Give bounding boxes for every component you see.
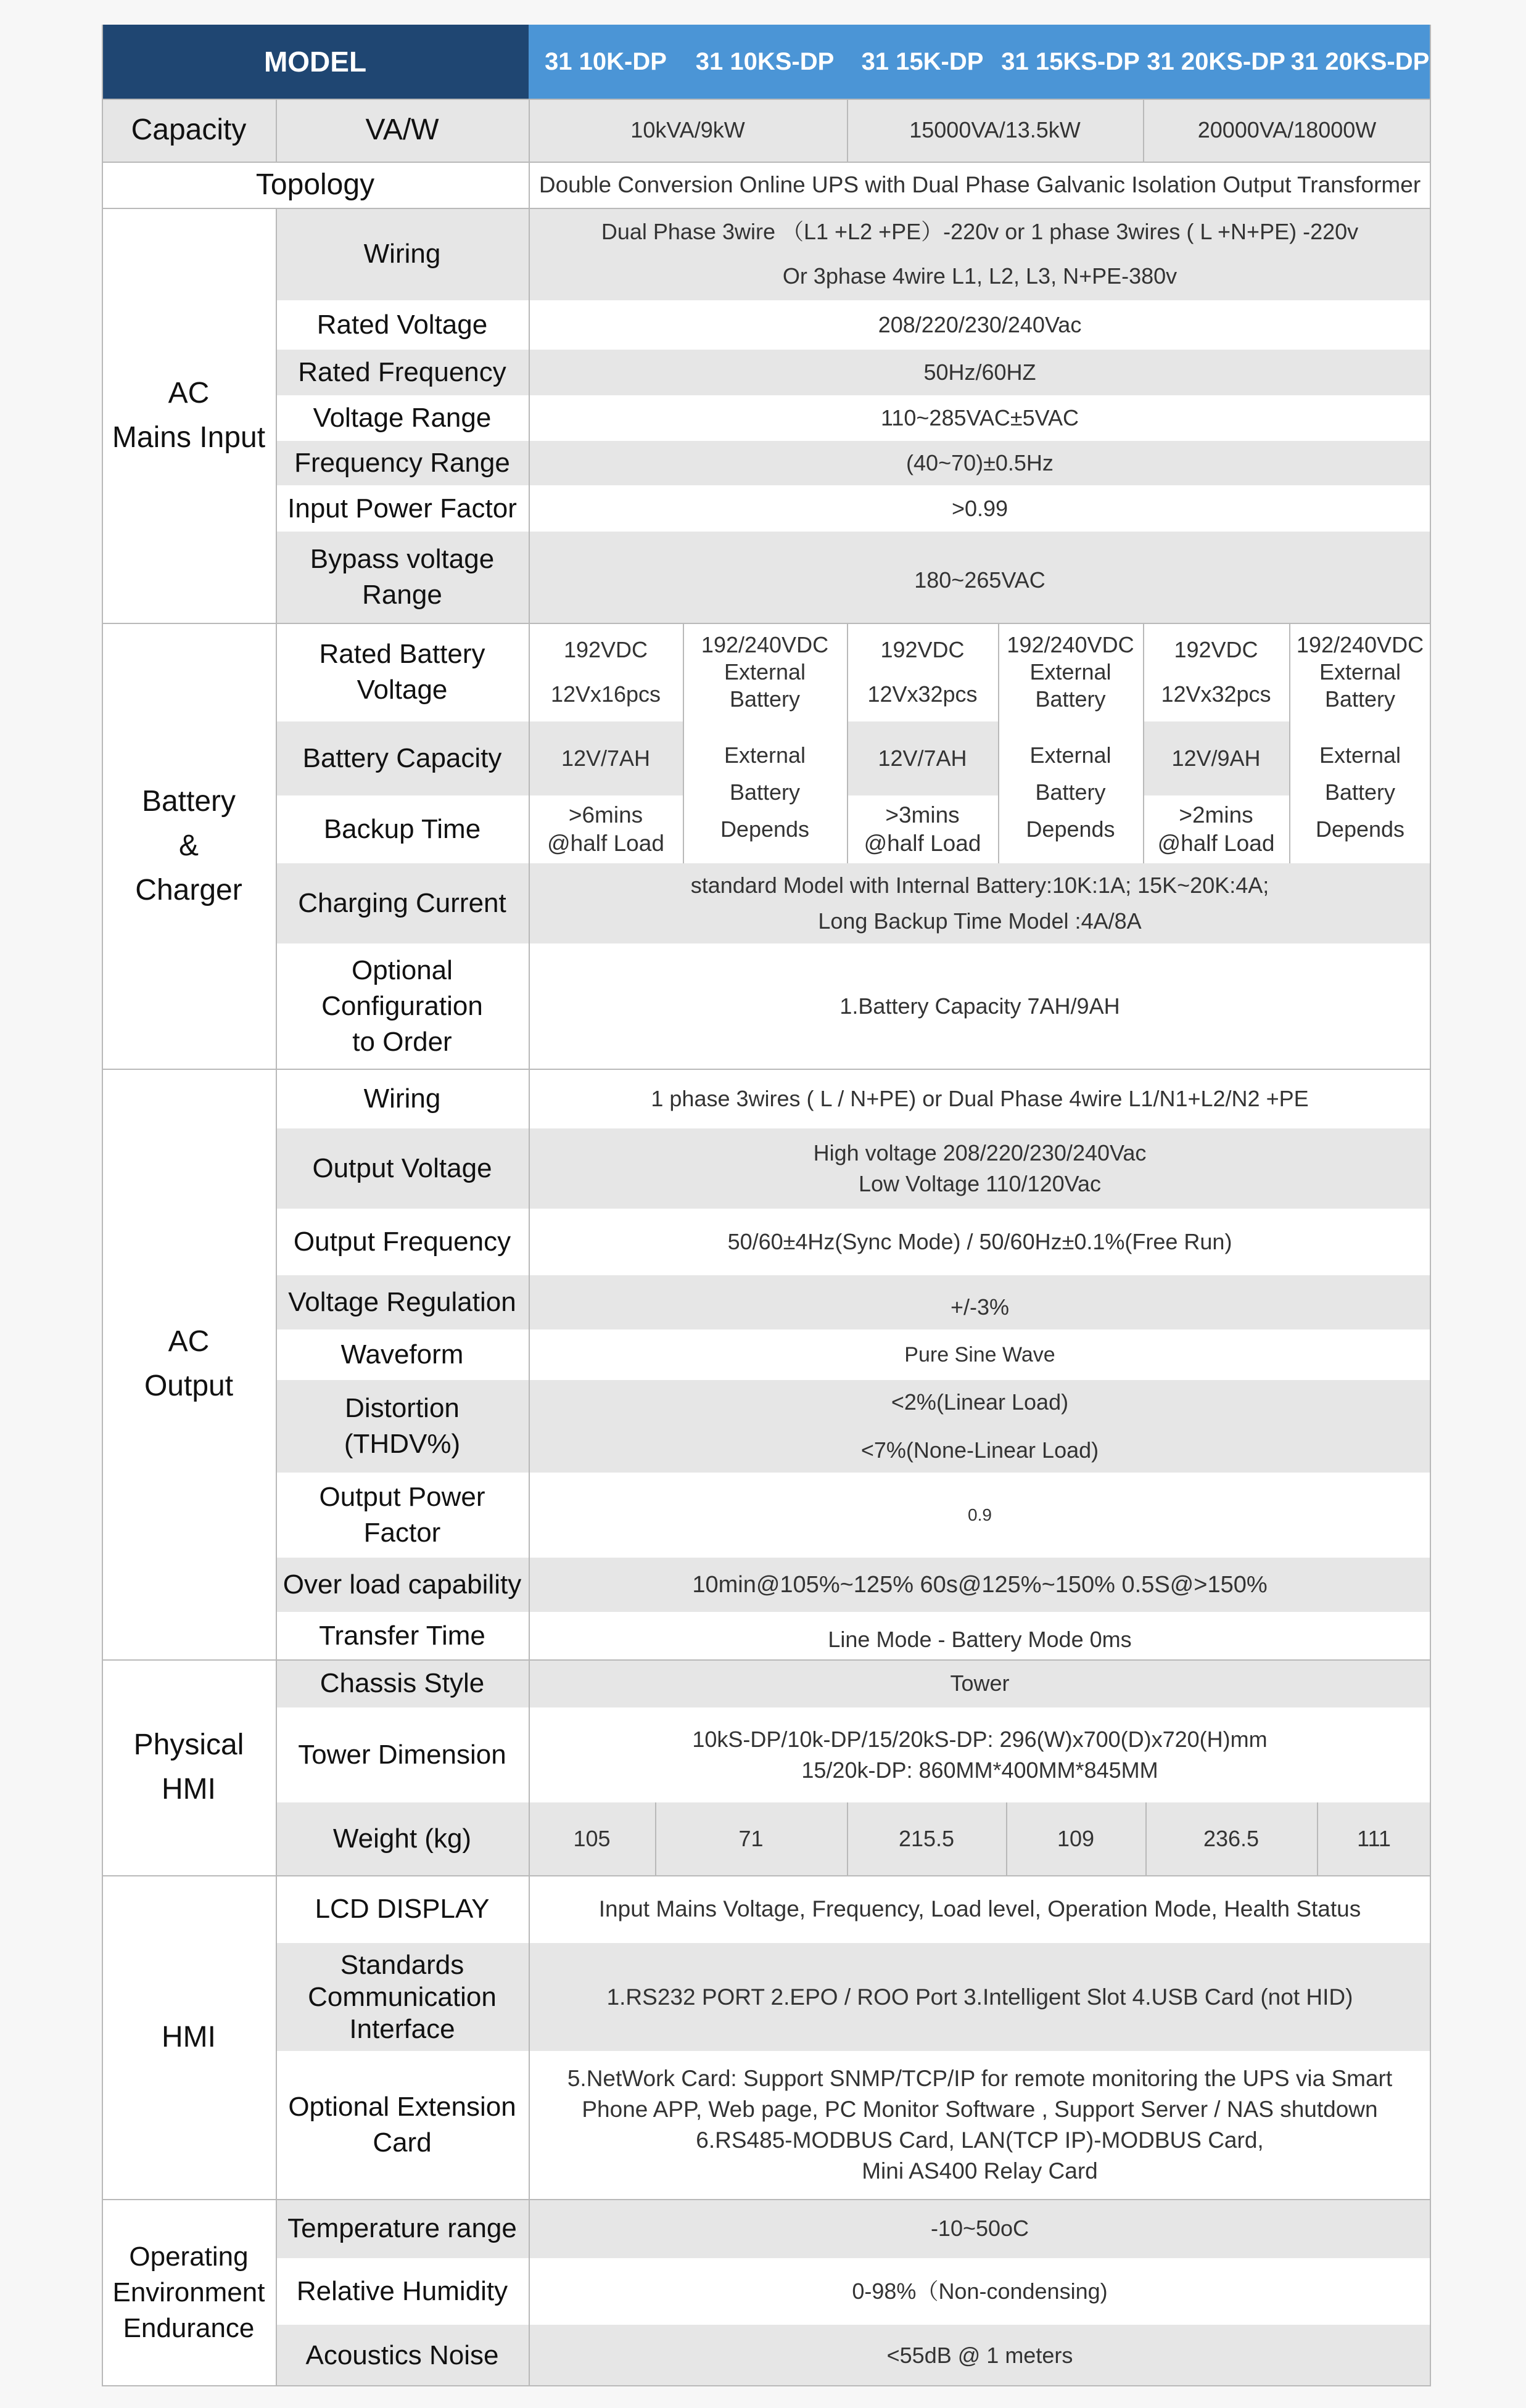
chassis-style-label: Chassis Style (276, 1659, 529, 1707)
voltage-range-value: 110~285VAC±5VAC (529, 395, 1431, 441)
output-wiring-value: 1 phase 3wires ( L / N+PE) or Dual Phase 4wire L1/N1+L2/N2 +PE (529, 1069, 1431, 1128)
humidity-label: Relative Humidity (276, 2258, 529, 2325)
model-name: 31 20KS-DP (1143, 25, 1289, 99)
battery-category: Battery & Charger (102, 623, 276, 1069)
optional-configuration-value: 1.Battery Capacity 7AH/9AH (529, 943, 1431, 1069)
battery-voltage-ext: 192/240VDC External Battery (998, 623, 1143, 721)
backup-time-std: >3mins @half Load (847, 795, 998, 863)
rated-frequency-label: Rated Frequency (276, 350, 529, 395)
standard-interface-value: 1.RS232 PORT 2.EPO / ROO Port 3.Intelligent Slot 4.USB Card (not HID) (529, 1943, 1431, 2051)
model-name: 31 10K-DP (529, 25, 683, 99)
weight-value: 111 (1317, 1802, 1431, 1875)
spec-sheet (102, 25, 1431, 2386)
physical-category: Physical HMI (102, 1659, 276, 1875)
backup-time-std: >6mins @half Load (529, 795, 683, 863)
frequency-range-label: Frequency Range (276, 441, 529, 485)
output-frequency-value: 50/60±4Hz(Sync Mode) / 50/60Hz±0.1%(Free Run) (529, 1209, 1431, 1275)
rated-voltage-value: 208/220/230/240Vac (529, 300, 1431, 350)
rated-frequency-value: 50Hz/60HZ (529, 350, 1431, 395)
lcd-display-label: LCD DISPLAY (276, 1875, 529, 1943)
standard-interface-label: Standards Communication Interface (276, 1943, 529, 2051)
rated-voltage-label: Rated Voltage (276, 300, 529, 350)
tower-dimension-label: Tower Dimension (276, 1707, 529, 1802)
temperature-label: Temperature range (276, 2199, 529, 2258)
rated-battery-voltage-label: Rated Battery Voltage (276, 623, 529, 721)
temperature-value: -10~50oC (529, 2199, 1431, 2258)
lcd-display-value: Input Mains Voltage, Frequency, Load level, Operation Mode, Health Status (529, 1875, 1431, 1943)
bypass-voltage-value: 180~265VAC (529, 532, 1431, 623)
backup-time-label: Backup Time (276, 795, 529, 863)
chassis-style-value: Tower (529, 1659, 1431, 1707)
weight-value: 71 (655, 1802, 847, 1875)
model-name: 31 10KS-DP (683, 25, 847, 99)
battery-capacity-std: 12V/7AH (529, 721, 683, 795)
battery-capacity-std: 12V/9AH (1143, 721, 1289, 795)
charging-current-label: Charging Current (276, 863, 529, 943)
output-wiring-label: Wiring (276, 1069, 529, 1128)
frequency-range-value: (40~70)±0.5Hz (529, 441, 1431, 485)
optional-configuration-label: Optional Configuration to Order (276, 943, 529, 1069)
battery-voltage-std: 192VDC 12Vx32pcs (1143, 623, 1289, 721)
weight-value: 109 (1006, 1802, 1145, 1875)
bypass-voltage-label: Bypass voltage Range (276, 532, 529, 623)
capacity-value: 20000VA/18000W (1143, 99, 1431, 162)
external-battery-depends: External Battery Depends (998, 721, 1143, 863)
capacity-value: 10kVA/9kW (529, 99, 847, 162)
noise-label: Acoustics Noise (276, 2325, 529, 2386)
distortion-value: <2%(Linear Load) <7%(None-Linear Load) (529, 1380, 1431, 1473)
transfer-time-value: Line Mode - Battery Mode 0ms (529, 1612, 1431, 1659)
output-power-factor-label: Output Power Factor (276, 1473, 529, 1558)
output-voltage-label: Output Voltage (276, 1128, 529, 1209)
battery-voltage-std: 192VDC 12Vx32pcs (847, 623, 998, 721)
weight-value: 236.5 (1145, 1802, 1317, 1875)
model-name: 31 15KS-DP (998, 25, 1143, 99)
noise-value: <55dB @ 1 meters (529, 2325, 1431, 2386)
input-power-factor-value: >0.99 (529, 485, 1431, 532)
model-name: 31 20KS-DP (1289, 25, 1431, 99)
battery-voltage-ext: 192/240VDC External Battery (1289, 623, 1431, 721)
distortion-label: Distortion (THDV%) (276, 1380, 529, 1473)
ac-output-category: AC Output (102, 1069, 276, 1659)
voltage-regulation-value: +/-3% (529, 1275, 1431, 1329)
external-battery-depends: External Battery Depends (683, 721, 847, 863)
weight-label: Weight (kg) (276, 1802, 529, 1875)
overload-label: Over load capability (276, 1558, 529, 1612)
weight-value: 215.5 (847, 1802, 1006, 1875)
output-power-factor-value: 0.9 (529, 1473, 1431, 1558)
capacity-category: Capacity (102, 99, 276, 162)
charging-current-value: standard Model with Internal Battery:10K:1A; 15K~20K:4A; Long Backup Time Model :4A/8A (529, 863, 1431, 943)
output-voltage-value: High voltage 208/220/230/240Vac Low Voltage 110/120Vac (529, 1128, 1431, 1209)
battery-capacity-label: Battery Capacity (276, 721, 529, 795)
ac-input-wiring-value: Dual Phase 3wire （L1 +L2 +PE）-220v or 1 phase 3wires ( L +N+PE) -220v Or 3phase 4wire L1, L2, L3, N+PE-380v (529, 208, 1431, 300)
voltage-range-label: Voltage Range (276, 395, 529, 441)
waveform-value: Pure Sine Wave (529, 1329, 1431, 1380)
battery-voltage-ext: 192/240VDC External Battery (683, 623, 847, 721)
transfer-time-label: Transfer Time (276, 1612, 529, 1659)
input-power-factor-label: Input Power Factor (276, 485, 529, 532)
battery-voltage-std: 192VDC 12Vx16pcs (529, 623, 683, 721)
topology-label: Topology (102, 162, 529, 208)
weight-value: 105 (529, 1802, 655, 1875)
overload-value: 10min@105%~125% 60s@125%~150% 0.5S@>150% (529, 1558, 1431, 1612)
waveform-label: Waveform (276, 1329, 529, 1380)
humidity-value: 0-98%（Non-condensing) (529, 2258, 1431, 2325)
optional-card-value: 5.NetWork Card: Support SNMP/TCP/IP for remote monitoring the UPS via Smart Phone APP, Web page, PC Monitor Software , Support Server / NAS shutdown 6.RS485-MODBUS Card, LAN(TCP IP)-MODBUS Card, Mini AS400 Relay Card (529, 2051, 1431, 2199)
topology-value: Double Conversion Online UPS with Dual Phase Galvanic Isolation Output Transformer (529, 162, 1431, 208)
external-battery-depends: External Battery Depends (1289, 721, 1431, 863)
capacity-value: 15000VA/13.5kW (847, 99, 1143, 162)
model-header: MODEL (102, 25, 529, 99)
model-name: 31 15K-DP (847, 25, 998, 99)
optional-card-label: Optional Extension Card (276, 2051, 529, 2199)
capacity-label: VA/W (276, 99, 529, 162)
backup-time-std: >2mins @half Load (1143, 795, 1289, 863)
battery-capacity-std: 12V/7AH (847, 721, 998, 795)
ac-input-category: AC Mains Input (102, 208, 276, 623)
voltage-regulation-label: Voltage Regulation (276, 1275, 529, 1329)
hmi-category: HMI (102, 1875, 276, 2199)
environment-category: Operating Environment Endurance (102, 2199, 276, 2386)
output-frequency-label: Output Frequency (276, 1209, 529, 1275)
tower-dimension-value: 10kS-DP/10k-DP/15/20kS-DP: 296(W)x700(D)x720(H)mm 15/20k-DP: 860MM*400MM*845MM (529, 1707, 1431, 1802)
ac-input-wiring-label: Wiring (276, 208, 529, 300)
